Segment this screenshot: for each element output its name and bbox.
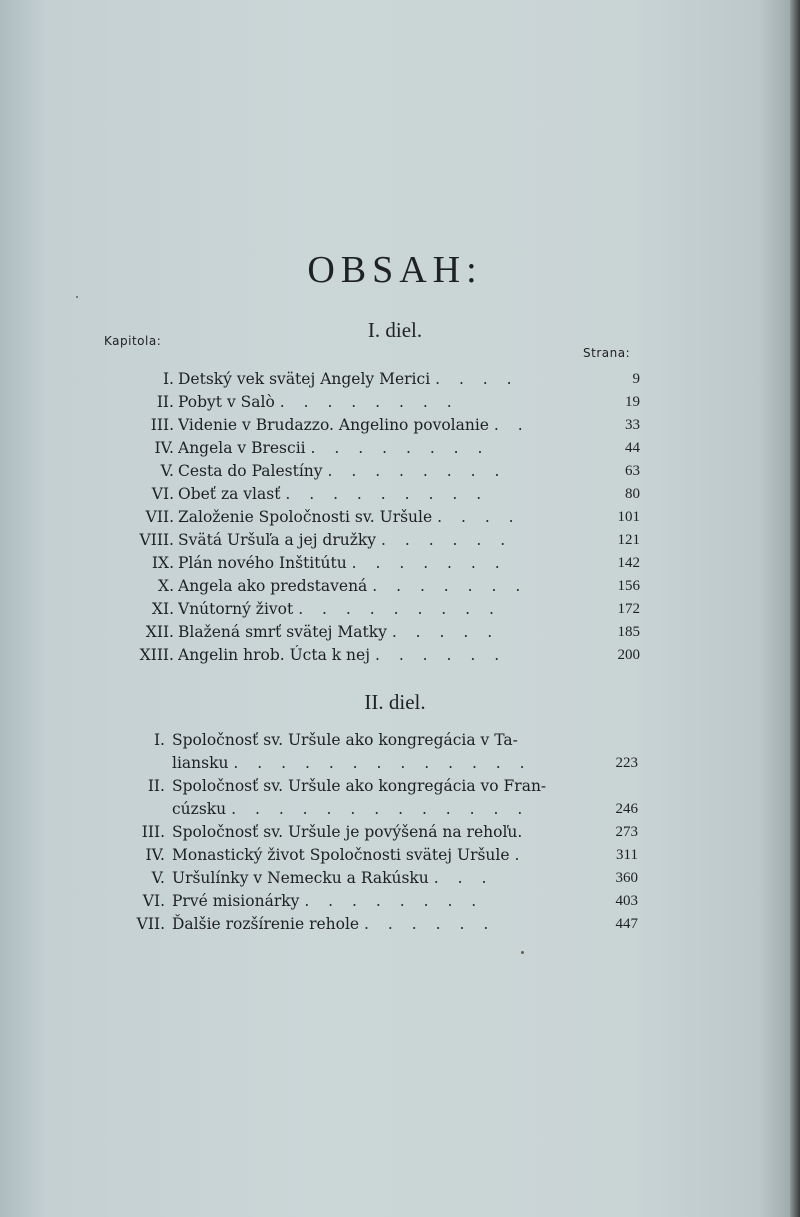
- chapter-title: Spoločnosť sv. Uršule je povýšená na rehoľu.: [172, 823, 523, 841]
- toc-entry: [0, 414, 790, 436]
- leader-dots: . . . .: [437, 508, 521, 526]
- chapter-title: Videnie v Brudazzo. Angelino povolanie: [178, 416, 489, 434]
- leader-dots: . . . . . . . . . . . . .: [233, 754, 532, 772]
- toc-entry: [0, 506, 790, 528]
- toc-entry: [0, 798, 790, 820]
- page-number: 63: [625, 463, 640, 479]
- leader-dots: . . . . . . .: [372, 577, 528, 595]
- leader-dots: . . . . .: [391, 623, 500, 641]
- leader-dots: . . . . . . . . .: [298, 600, 501, 618]
- page-number: 360: [615, 870, 638, 886]
- chapter-number: VI.: [142, 892, 165, 910]
- chapter-title: Prvé misionárky: [172, 892, 300, 910]
- toc-entry: [0, 913, 790, 935]
- part-two-heading: II. diel.: [364, 690, 426, 714]
- leader-dots: . . . . . . . .: [310, 439, 490, 457]
- chapter-number: VI.: [151, 485, 174, 503]
- chapter-number: XI.: [151, 600, 174, 618]
- chapter-number: XII.: [145, 623, 174, 641]
- toc-entry: [0, 844, 790, 866]
- chapter-title: Vnútorný život: [178, 600, 294, 618]
- chapter-title: Angela v Brescii: [178, 439, 306, 457]
- page-number: 447: [615, 916, 638, 932]
- chapter-title: cúzsku: [172, 800, 227, 818]
- chapter-title: Cesta do Palestíny: [178, 462, 323, 480]
- chapter-number: VIII.: [139, 531, 174, 549]
- chapter-title: Detský vek svätej Angely Merici: [178, 370, 431, 388]
- leader-dots: .: [514, 846, 527, 864]
- toc-entry: [0, 575, 790, 597]
- chapter-title: Monastický život Spoločnosti svätej Uršule: [172, 846, 510, 864]
- page-number: 223: [615, 755, 638, 771]
- toc-entry: [0, 598, 790, 620]
- toc-entry: [0, 644, 790, 666]
- leader-dots: . . . .: [435, 370, 519, 388]
- page-number: 9: [632, 371, 640, 387]
- chapter-number: XIII.: [139, 646, 174, 664]
- leader-dots: . . . . . . .: [351, 554, 507, 572]
- chapter-number: IV.: [154, 439, 174, 457]
- chapter-number: II.: [147, 777, 165, 795]
- paper-speck: [76, 296, 78, 298]
- leader-dots: . . . . . .: [374, 646, 507, 664]
- chapter-title: Angelin hrob. Úcta k nej: [178, 646, 371, 664]
- chapter-title: Plán nového Inštitútu: [178, 554, 347, 572]
- leader-dots: . . . . . . . . .: [285, 485, 489, 503]
- chapter-title: Spoločnosť sv. Uršule ako kongregácia v Ta-: [172, 731, 518, 749]
- page-number: 185: [617, 624, 640, 640]
- chapter-title: Pobyt v Salò: [178, 393, 275, 411]
- leader-dots: . . . . . . . . . . . . .: [231, 800, 530, 818]
- chapter-title: Obeť za vlasť: [178, 485, 281, 503]
- chapter-column-label: Kapitola:: [104, 334, 162, 348]
- page-number: 172: [617, 601, 640, 617]
- chapter-number: IX.: [151, 554, 174, 572]
- toc-entry: [0, 437, 790, 459]
- chapter-number: VII.: [136, 915, 165, 933]
- leader-dots: . . . . . .: [381, 531, 513, 549]
- toc-entry: [0, 821, 790, 843]
- page-number: 246: [615, 801, 638, 817]
- page-number: 311: [616, 847, 638, 863]
- chapter-number: V.: [160, 462, 174, 480]
- toc-entry: [0, 552, 790, 574]
- leader-dots: . . . . . . . .: [304, 892, 484, 910]
- chapter-title: Ďalšie rozšírenie rehole: [172, 915, 360, 933]
- toc-entry: [0, 775, 790, 797]
- chapter-number: X.: [158, 577, 174, 595]
- chapter-title: Svätá Uršuľa a jej družky: [178, 531, 377, 549]
- toc-entry: [0, 460, 790, 482]
- leader-dots: . . .: [433, 869, 494, 887]
- page-edge: [790, 0, 800, 1217]
- chapter-number: IV.: [145, 846, 165, 864]
- toc-entry: [0, 867, 790, 889]
- page-number: 44: [625, 440, 640, 456]
- chapter-title: Blažená smrť svätej Matky: [178, 623, 387, 641]
- page-number: 33: [625, 417, 640, 433]
- page-number: 403: [615, 893, 638, 909]
- toc-entry: [0, 391, 790, 413]
- chapter-number: II.: [156, 393, 174, 411]
- leader-dots: . . . . . . . .: [327, 462, 507, 480]
- leader-dots: . . . . . . . .: [279, 393, 459, 411]
- chapter-number: I.: [153, 731, 165, 749]
- chapter-number: VII.: [145, 508, 174, 526]
- chapter-title: Uršulínky v Nemecku a Rakúsku: [172, 869, 429, 887]
- chapter-number: III.: [141, 823, 165, 841]
- page-number: 121: [617, 532, 640, 548]
- toc-entry: [0, 621, 790, 643]
- toc-entry: [0, 529, 790, 551]
- toc-entry: [0, 890, 790, 912]
- page-number: 156: [617, 578, 640, 594]
- page-number: 142: [617, 555, 640, 571]
- toc-entry: [0, 483, 790, 505]
- toc-entry: [0, 752, 790, 774]
- page-number: 200: [617, 647, 640, 663]
- toc-entry: [0, 729, 790, 751]
- page-column-label: Strana:: [583, 346, 631, 360]
- page-number: 101: [617, 509, 640, 525]
- page-title: OBSAH:: [307, 249, 483, 291]
- chapter-title: Spoločnosť sv. Uršule ako kongregácia vo Fran-: [172, 777, 547, 795]
- chapter-title: Angela ako predstavená: [178, 577, 368, 595]
- leader-dots: . .: [493, 416, 530, 434]
- page-number: 19: [625, 394, 640, 410]
- part-one-heading: I. diel.: [367, 318, 423, 342]
- leader-dots: . . . . . .: [364, 915, 496, 933]
- chapter-number: V.: [151, 869, 165, 887]
- chapter-title: liansku: [172, 754, 229, 772]
- chapter-title: Založenie Spoločnosti sv. Uršule: [178, 508, 433, 526]
- chapter-number: I.: [162, 370, 174, 388]
- chapter-number: III.: [150, 416, 174, 434]
- paper-speck: [521, 951, 524, 954]
- page-number: 80: [625, 486, 640, 502]
- page-number: 273: [615, 824, 638, 840]
- toc-entry: [0, 368, 790, 390]
